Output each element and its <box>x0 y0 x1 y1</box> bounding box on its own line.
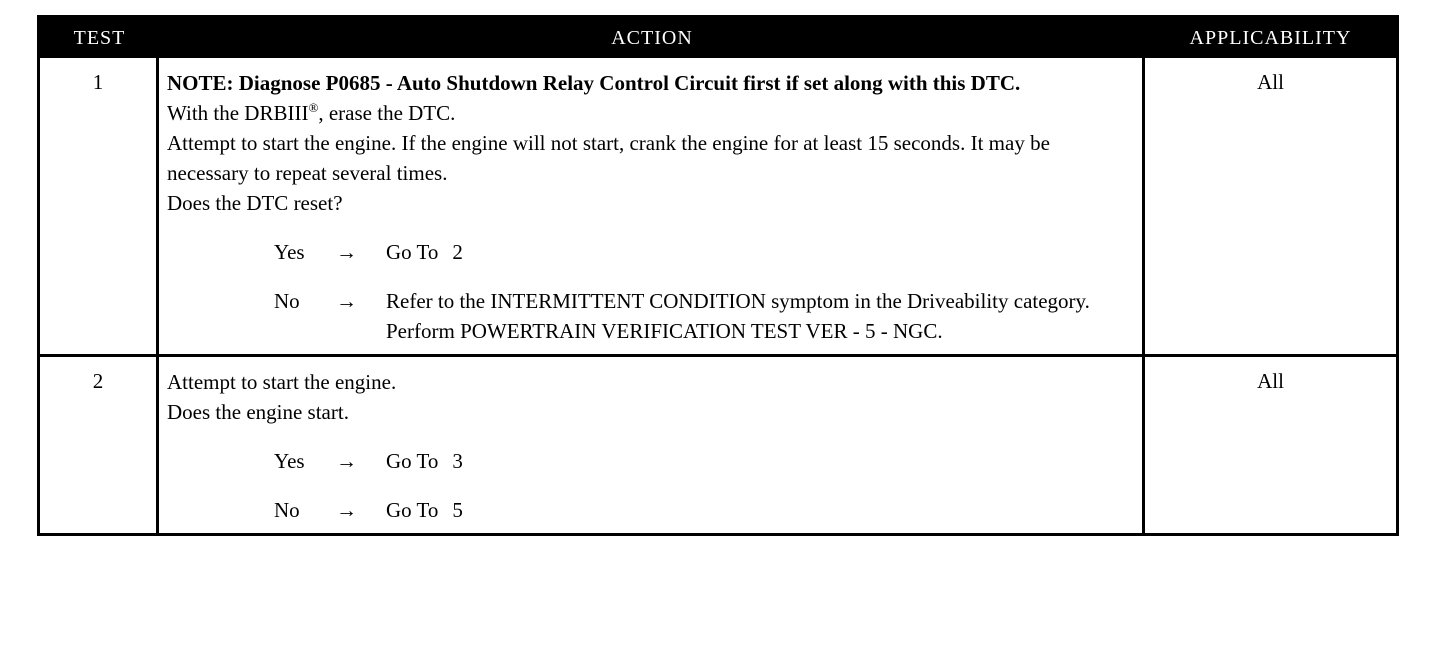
branch-no <box>274 495 1136 525</box>
action-question: Does the DTC reset? <box>167 191 343 215</box>
arrow-icon: → <box>336 240 357 264</box>
branch-result <box>386 286 1136 346</box>
table-header <box>40 18 1396 58</box>
test-number: 2 <box>40 357 159 533</box>
header-applicability: APPLICABILITY <box>1189 26 1352 49</box>
answer-label: No <box>274 289 300 313</box>
action-question: Does the engine start. <box>167 400 349 424</box>
branch-no <box>274 286 1136 346</box>
branch-result <box>386 446 1136 476</box>
goto-number: 3 <box>452 449 463 473</box>
branch-result <box>386 237 1136 267</box>
action-cell <box>159 357 1145 533</box>
answer-label: No <box>274 498 300 522</box>
goto-number: 5 <box>452 498 463 522</box>
action-line: Attempt to start the engine. <box>167 370 397 394</box>
action-line-suffix: , erase the DTC. <box>318 101 456 125</box>
result-line: Refer to the INTERMITTENT CONDITION symptom in the Driveability category. <box>386 289 1090 313</box>
goto-label: Go To <box>386 240 439 264</box>
applicability-value: All <box>1257 70 1284 94</box>
action-line-text: With the DRBIII <box>167 101 309 125</box>
goto-label: Go To <box>386 449 439 473</box>
answer-label: Yes <box>274 240 305 264</box>
test-number: 1 <box>40 58 159 354</box>
note-text: NOTE: Diagnose P0685 - Auto Shutdown Relay Control Circuit first if set along with this DTC. <box>167 71 1021 95</box>
table-row <box>40 58 1396 354</box>
header-action: ACTION <box>611 26 693 49</box>
goto-label: Go To <box>386 498 439 522</box>
answer-label: Yes <box>274 449 305 473</box>
branch-yes <box>274 237 1136 267</box>
result-line: Perform POWERTRAIN VERIFICATION TEST VER - 5 - NGC. <box>386 319 943 343</box>
header-test: TEST <box>73 26 126 49</box>
action-line <box>167 98 1136 128</box>
branch-result <box>386 495 1136 525</box>
arrow-icon: → <box>336 289 357 313</box>
action-cell <box>159 58 1145 354</box>
registered-mark: ® <box>308 100 319 115</box>
diagnostic-table <box>37 15 1399 536</box>
action-line: Attempt to start the engine. If the engine will not start, crank the engine for at least 15 seconds. It may be necessary to repeat several times. <box>167 131 1050 185</box>
goto-number: 2 <box>452 240 463 264</box>
branch-yes <box>274 446 1136 476</box>
applicability-value: All <box>1257 369 1284 393</box>
arrow-icon: → <box>336 498 357 522</box>
arrow-icon: → <box>336 449 357 473</box>
table-row <box>40 354 1396 533</box>
